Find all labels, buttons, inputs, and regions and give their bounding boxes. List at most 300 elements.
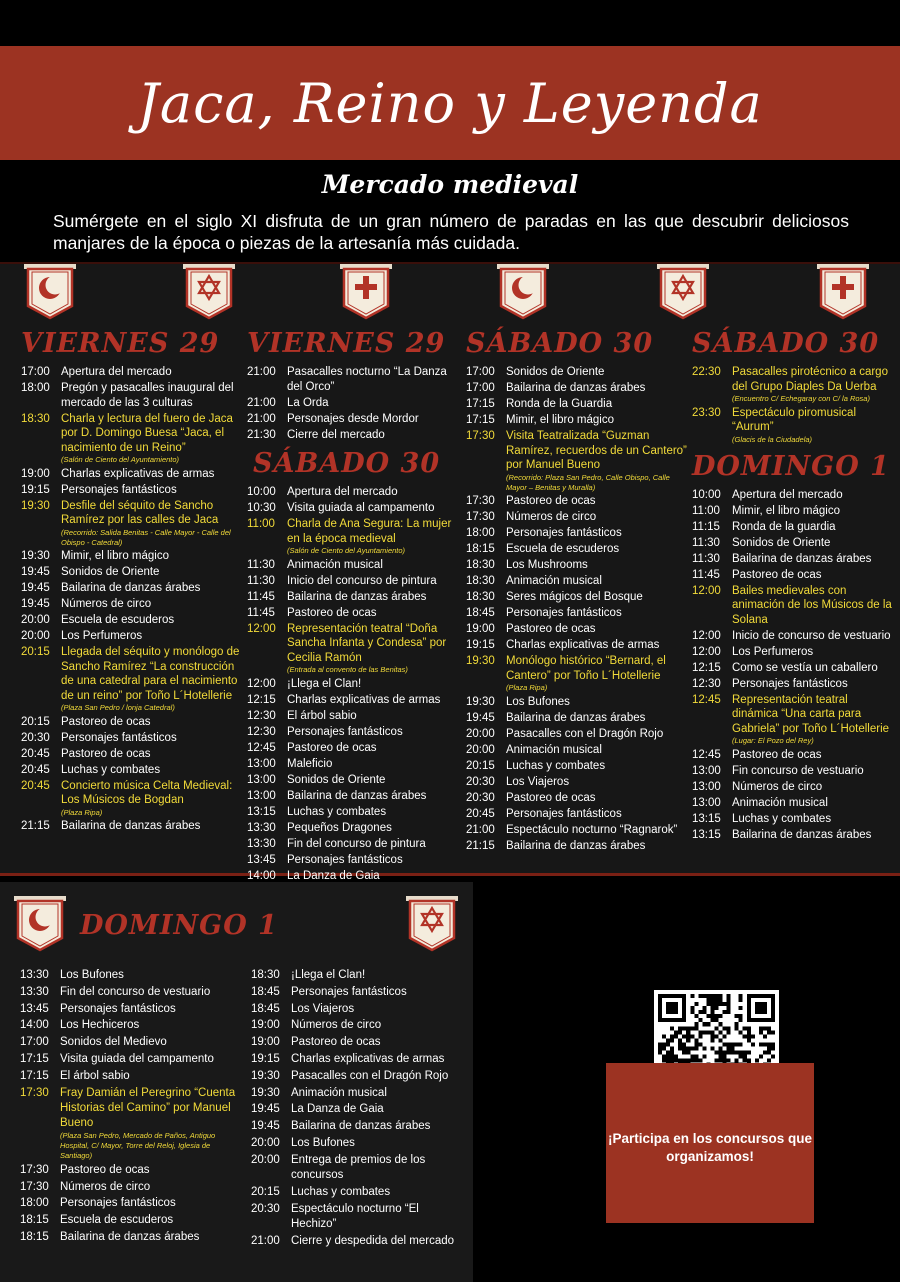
event-text: Números de circo bbox=[60, 1180, 151, 1193]
event-title bbox=[291, 1202, 467, 1232]
event-time: 18:00 bbox=[21, 382, 50, 394]
event-title bbox=[60, 1086, 242, 1162]
event-title bbox=[287, 821, 461, 836]
event-text: Bailarina de danzas árabes bbox=[60, 1230, 200, 1243]
schedule-row bbox=[251, 1018, 467, 1033]
event-title bbox=[61, 715, 241, 730]
schedule-row bbox=[20, 1035, 242, 1050]
event-text: Charlas explicativas de armas bbox=[506, 639, 660, 651]
event-text: Fin del concurso de pintura bbox=[287, 837, 426, 850]
event-time: 12:45 bbox=[692, 748, 721, 761]
event-title bbox=[732, 520, 892, 535]
day-heading: SÁBADO 30 bbox=[692, 328, 880, 359]
event-text: Apertura del mercado bbox=[287, 486, 398, 498]
schedule-row bbox=[20, 1086, 242, 1162]
event-title bbox=[506, 654, 690, 693]
schedule-row bbox=[466, 791, 690, 806]
schedule-panel bbox=[0, 262, 900, 882]
event-title bbox=[506, 606, 690, 621]
event-time: 13:15 bbox=[247, 805, 276, 818]
event-title bbox=[732, 645, 892, 660]
event-location-note: (Plaza Ripa) bbox=[61, 807, 103, 817]
event-time: 20:00 bbox=[251, 1153, 280, 1166]
schedule-row bbox=[247, 869, 461, 884]
event-text: Pasacalles con el Dragón Rojo bbox=[291, 1069, 449, 1082]
schedule-row bbox=[466, 654, 690, 693]
schedule-row bbox=[247, 773, 461, 788]
event-text: Sonidos de Oriente bbox=[732, 536, 831, 549]
schedule-row bbox=[251, 1234, 467, 1249]
event-title bbox=[506, 429, 690, 493]
schedule-row bbox=[21, 629, 241, 644]
schedule-row bbox=[20, 1018, 242, 1033]
event-time: 20:15 bbox=[21, 715, 50, 728]
event-time: 19:30 bbox=[251, 1086, 280, 1099]
cross-icon bbox=[817, 264, 869, 320]
event-title bbox=[61, 581, 241, 596]
event-time: 12:00 bbox=[692, 629, 721, 642]
schedule-row bbox=[692, 488, 892, 503]
event-text: Bailarina de danzas árabes bbox=[61, 820, 201, 832]
event-title bbox=[291, 985, 467, 1000]
schedule-row bbox=[466, 807, 690, 822]
event-title bbox=[287, 517, 461, 556]
schedule-row bbox=[251, 1052, 467, 1067]
event-time: 21:00 bbox=[251, 1234, 280, 1247]
event-title bbox=[61, 412, 241, 466]
event-text: Personajes fantásticos bbox=[506, 607, 622, 619]
event-title bbox=[61, 565, 241, 580]
event-location-note: (Recorrido: Salida Benitas - Calle Mayor - Calle del Obispo - Catedral) bbox=[61, 527, 231, 547]
crescent-icon bbox=[24, 264, 76, 320]
event-text: Charla y lectura del fuero de Jaca por D. Domingo Buesa “Jaca, el nacimiento de un Reino” bbox=[61, 412, 233, 454]
event-time: 12:00 bbox=[692, 584, 721, 597]
event-time: 11:30 bbox=[692, 552, 720, 565]
event-title bbox=[506, 823, 690, 838]
schedule-row bbox=[251, 1119, 467, 1134]
event-time: 18:15 bbox=[466, 543, 495, 555]
event-title bbox=[506, 542, 690, 557]
event-title bbox=[506, 743, 690, 758]
event-text: Personajes fantásticos bbox=[287, 853, 403, 866]
event-time: 13:30 bbox=[247, 821, 276, 834]
event-text: Maleficio bbox=[287, 757, 333, 770]
event-time: 20:00 bbox=[466, 743, 495, 756]
event-time: 21:00 bbox=[247, 366, 276, 378]
event-title bbox=[506, 494, 690, 509]
event-title bbox=[732, 828, 892, 843]
schedule-row bbox=[247, 677, 461, 692]
event-text: Bailarina de danzas árabes bbox=[506, 382, 646, 394]
event-time: 13:15 bbox=[692, 828, 721, 841]
event-time: 13:00 bbox=[692, 764, 721, 777]
day-heading: VIERNES 29 bbox=[21, 328, 220, 359]
event-text: Los Bufones bbox=[291, 1136, 355, 1149]
event-text: Personajes fantásticos bbox=[60, 1002, 176, 1015]
event-time: 20:45 bbox=[21, 763, 50, 776]
event-text: Bailarina de danzas árabes bbox=[291, 1120, 431, 1133]
event-text: Animación musical bbox=[732, 796, 828, 809]
event-text: Mimir, el libro mágico bbox=[61, 550, 169, 562]
event-title bbox=[60, 1018, 242, 1033]
schedule-row bbox=[21, 499, 241, 548]
event-text: Números de circo bbox=[61, 598, 152, 610]
event-time: 21:15 bbox=[466, 839, 495, 852]
event-title bbox=[732, 629, 892, 644]
schedule-row bbox=[466, 429, 690, 493]
event-time: 20:30 bbox=[466, 775, 495, 788]
event-title bbox=[732, 780, 892, 795]
event-title bbox=[506, 839, 690, 854]
event-time: 18:15 bbox=[20, 1230, 49, 1243]
event-title bbox=[61, 549, 241, 564]
event-time: 19:15 bbox=[466, 639, 495, 651]
event-time: 10:00 bbox=[247, 486, 276, 498]
schedule-row bbox=[692, 552, 892, 567]
event-time: 13:15 bbox=[692, 812, 721, 825]
event-time: 13:45 bbox=[247, 853, 276, 866]
event-text: Representación teatral “Doña Sancha Infanta y Condesa” por Cecilia Ramón bbox=[287, 622, 447, 664]
event-time: 17:00 bbox=[21, 366, 50, 378]
event-title bbox=[732, 365, 892, 404]
event-time: 12:00 bbox=[247, 622, 276, 635]
event-text: ¡Llega el Clan! bbox=[291, 969, 366, 981]
schedule-row bbox=[21, 747, 241, 762]
event-title bbox=[287, 725, 461, 740]
event-time: 18:45 bbox=[466, 607, 495, 619]
schedule-row bbox=[466, 606, 690, 621]
event-time: 10:00 bbox=[692, 488, 721, 501]
event-title bbox=[506, 510, 690, 525]
event-title bbox=[287, 757, 461, 772]
event-text: Inicio de concurso de vestuario bbox=[732, 629, 891, 642]
event-title bbox=[61, 365, 241, 380]
event-title bbox=[506, 622, 690, 637]
event-location-note: (Salón de Ciento del Ayuntamiento) bbox=[61, 455, 180, 464]
event-time: 12:30 bbox=[692, 677, 721, 690]
event-title bbox=[287, 501, 461, 516]
event-time: 19:30 bbox=[466, 695, 495, 708]
schedule-column bbox=[466, 328, 690, 855]
event-text: Pastoreo de ocas bbox=[61, 747, 151, 760]
event-time: 17:15 bbox=[20, 1069, 49, 1082]
event-text: Bailarina de danzas árabes bbox=[287, 789, 427, 802]
event-text: Llegada del séquito y monólogo de Sancho Ramírez “La construcción de una catedral para el nacimiento de un reino” por Toño L´Hotellerie bbox=[61, 646, 240, 702]
schedule-row bbox=[251, 985, 467, 1000]
event-text: Bailarina de danzas árabes bbox=[732, 552, 872, 565]
schedule-row bbox=[20, 1069, 242, 1084]
event-text: ¡Llega el Clan! bbox=[287, 677, 362, 690]
schedule-row bbox=[20, 1196, 242, 1211]
event-time: 18:30 bbox=[466, 559, 495, 571]
title-banner bbox=[0, 46, 900, 160]
schedule-row bbox=[466, 695, 690, 710]
event-title bbox=[291, 1018, 467, 1033]
schedule-row bbox=[251, 1202, 467, 1232]
event-time: 11:30 bbox=[692, 536, 720, 549]
event-title bbox=[287, 412, 461, 427]
event-text: Visita guiada del campamento bbox=[60, 1052, 214, 1065]
event-text: Los Viajeros bbox=[291, 1002, 355, 1015]
event-title bbox=[287, 606, 461, 621]
event-time: 17:15 bbox=[466, 398, 495, 410]
event-text: Los Bufones bbox=[506, 695, 570, 708]
day-heading: SÁBADO 30 bbox=[466, 328, 654, 359]
event-time: 11:15 bbox=[692, 520, 720, 533]
event-time: 21:00 bbox=[247, 396, 276, 409]
event-title bbox=[287, 837, 461, 852]
schedule-row bbox=[466, 365, 690, 380]
event-title bbox=[60, 1002, 242, 1017]
event-time: 19:45 bbox=[21, 582, 50, 594]
event-text: Monólogo histórico “Bernard, el Cantero” por Toño L´Hotellerie bbox=[506, 655, 666, 682]
event-time: 18:30 bbox=[21, 412, 50, 425]
event-text: Personajes fantásticos bbox=[287, 725, 403, 738]
event-title bbox=[61, 483, 241, 498]
cross-icon bbox=[340, 264, 392, 320]
event-text: Visita guiada al campamento bbox=[287, 502, 435, 514]
page-subtitle: Mercado medieval bbox=[321, 170, 579, 199]
schedule-row bbox=[466, 494, 690, 509]
schedule-row bbox=[466, 759, 690, 774]
event-text: Charlas explicativas de armas bbox=[291, 1052, 445, 1065]
event-time: 19:00 bbox=[251, 1019, 280, 1032]
schedule-row bbox=[21, 731, 241, 746]
event-location-note: (Lugar: El Pozo del Rey) bbox=[732, 736, 814, 745]
event-text: El árbol sabio bbox=[287, 709, 357, 722]
event-title bbox=[61, 747, 241, 762]
schedule-row bbox=[692, 365, 892, 404]
schedule-column bbox=[21, 328, 241, 835]
intro-text: Sumérgete en el siglo XI disfruta de un gran número de paradas en las que descubrir deliciosos manjares de la época o piezas de la artesanía más cuidada. bbox=[53, 211, 849, 253]
event-text: Luchas y combates bbox=[291, 1185, 391, 1198]
event-text: Personajes fantásticos bbox=[732, 677, 848, 690]
event-text: Espectáculo nocturno “Ragnarok” bbox=[506, 823, 678, 836]
event-text: Concierto música Celta Medieval: Los Músicos de Bogdan bbox=[61, 779, 233, 806]
event-time: 17:30 bbox=[466, 511, 495, 523]
event-title bbox=[291, 1136, 467, 1151]
event-text: Pastoreo de ocas bbox=[506, 495, 596, 507]
schedule-row bbox=[692, 504, 892, 519]
event-title bbox=[287, 622, 461, 676]
event-title bbox=[60, 985, 242, 1000]
schedule-row bbox=[21, 483, 241, 498]
event-time: 20:15 bbox=[251, 1185, 280, 1198]
star-of-david-icon bbox=[657, 264, 709, 320]
event-time: 20:45 bbox=[21, 747, 50, 760]
schedule-row bbox=[247, 757, 461, 772]
event-text: Personajes fantásticos bbox=[291, 985, 407, 998]
event-title bbox=[287, 396, 461, 411]
event-title bbox=[61, 613, 241, 628]
event-location-note: (Recorrido: Plaza San Pedro, Calle Obispo, Calle Mayor – Benitas y Muralla) bbox=[506, 472, 670, 492]
event-location-note: (Plaza San Pedro / lonja Catedral) bbox=[61, 703, 175, 712]
event-time: 19:00 bbox=[251, 1036, 280, 1049]
event-text: Personajes fantásticos bbox=[506, 807, 622, 820]
event-time: 12:15 bbox=[692, 661, 721, 674]
event-title bbox=[291, 1102, 467, 1117]
crescent-icon bbox=[14, 896, 66, 952]
schedule-row bbox=[466, 590, 690, 605]
event-title bbox=[287, 485, 461, 500]
event-text: Espectáculo nocturno “El Hechizo” bbox=[291, 1202, 419, 1230]
schedule-row bbox=[251, 1086, 467, 1101]
event-text: Pastoreo de ocas bbox=[287, 606, 377, 619]
event-title bbox=[287, 709, 461, 724]
event-text: Luchas y combates bbox=[506, 759, 606, 772]
schedule-row bbox=[21, 467, 241, 482]
schedule-row bbox=[692, 629, 892, 644]
event-text: Pregón y pasacalles inaugural del mercado de las 3 culturas bbox=[61, 382, 234, 409]
event-text: Números de circo bbox=[291, 1019, 382, 1032]
event-location-note: (Encuentro C/ Echegaray con C/ la Rosa) bbox=[732, 394, 870, 403]
schedule-row bbox=[247, 558, 461, 573]
event-text: Los Perfumeros bbox=[732, 645, 814, 658]
event-text: Sonidos de Oriente bbox=[506, 366, 605, 378]
event-time: 17:30 bbox=[20, 1086, 49, 1099]
event-title bbox=[60, 1230, 242, 1245]
event-title bbox=[291, 1234, 467, 1249]
event-title bbox=[291, 1069, 467, 1084]
event-time: 19:00 bbox=[21, 467, 50, 480]
schedule-row bbox=[692, 828, 892, 843]
event-time: 17:30 bbox=[20, 1163, 49, 1176]
event-text: Los Bufones bbox=[60, 969, 124, 981]
event-time: 13:00 bbox=[692, 780, 721, 793]
schedule-row bbox=[692, 812, 892, 827]
schedule-row bbox=[466, 558, 690, 573]
schedule-row bbox=[692, 764, 892, 779]
event-time: 13:00 bbox=[247, 757, 276, 770]
schedule-row bbox=[251, 1185, 467, 1200]
schedule-row bbox=[20, 1052, 242, 1067]
event-text: Charlas explicativas de armas bbox=[61, 467, 215, 480]
event-text: Los Mushrooms bbox=[506, 559, 588, 571]
event-text: Personajes fantásticos bbox=[61, 483, 177, 496]
event-text: Entrega de premios de los concursos bbox=[291, 1153, 426, 1181]
schedule-row bbox=[692, 406, 892, 445]
event-title bbox=[291, 1153, 467, 1183]
event-title bbox=[732, 568, 892, 583]
schedule-row bbox=[466, 839, 690, 854]
event-location-note: (Entrada al convento de las Benitas) bbox=[287, 665, 408, 674]
event-time: 13:00 bbox=[692, 796, 721, 809]
event-time: 11:00 bbox=[692, 504, 720, 517]
event-title bbox=[506, 727, 690, 742]
event-time: 11:00 bbox=[247, 518, 275, 530]
schedule-row bbox=[692, 677, 892, 692]
schedule-row bbox=[251, 1102, 467, 1117]
event-text: Ronda de la guardia bbox=[732, 520, 836, 533]
event-title bbox=[506, 558, 690, 573]
event-time: 12:15 bbox=[247, 693, 276, 706]
day-heading: SÁBADO 30 bbox=[253, 448, 441, 479]
event-title bbox=[732, 661, 892, 676]
event-time: 12:45 bbox=[692, 693, 721, 706]
event-title bbox=[732, 677, 892, 692]
schedule-row bbox=[21, 381, 241, 410]
event-text: Como se vestía un caballero bbox=[732, 661, 878, 674]
star-of-david-icon bbox=[406, 896, 458, 952]
event-time: 13:30 bbox=[247, 837, 276, 850]
event-title bbox=[61, 499, 241, 548]
event-time: 20:15 bbox=[21, 646, 50, 658]
day-heading: DOMINGO 1 bbox=[80, 910, 278, 941]
schedule-row bbox=[466, 727, 690, 742]
schedule-row bbox=[247, 853, 461, 868]
event-text: Números de circo bbox=[732, 780, 823, 793]
event-time: 21:30 bbox=[247, 428, 276, 441]
event-text: La Danza de Gaia bbox=[287, 869, 380, 882]
schedule-row bbox=[247, 622, 461, 676]
schedule-row bbox=[692, 748, 892, 763]
schedule-row bbox=[251, 1069, 467, 1084]
qr-caption: ¡Participa en los concursos que organizamos! bbox=[607, 1131, 813, 1164]
schedule-row bbox=[247, 837, 461, 852]
event-time: 17:30 bbox=[466, 495, 495, 507]
event-title bbox=[287, 869, 461, 884]
event-time: 12:00 bbox=[692, 645, 721, 658]
event-title bbox=[61, 597, 241, 612]
event-title bbox=[61, 645, 241, 713]
event-time: 13:00 bbox=[247, 773, 276, 786]
event-title bbox=[60, 1052, 242, 1067]
event-text: Pasacalles con el Dragón Rojo bbox=[506, 727, 664, 740]
event-time: 17:30 bbox=[20, 1180, 49, 1193]
event-title bbox=[291, 1002, 467, 1017]
event-title bbox=[291, 1185, 467, 1200]
event-text: Representación teatral dinámica “Una carta para Gabriela” por Toño L´Hotellerie bbox=[732, 693, 890, 735]
event-time: 13:45 bbox=[20, 1002, 49, 1015]
event-time: 12:00 bbox=[247, 677, 276, 690]
schedule-row bbox=[20, 1163, 242, 1178]
event-time: 21:00 bbox=[466, 823, 495, 836]
schedule-row bbox=[21, 819, 241, 834]
event-title bbox=[60, 1180, 242, 1195]
event-time: 17:00 bbox=[466, 366, 495, 378]
event-title bbox=[732, 406, 892, 445]
star-of-david-icon bbox=[183, 264, 235, 320]
schedule-row bbox=[247, 821, 461, 836]
event-text: Fin del concurso de vestuario bbox=[60, 985, 211, 998]
event-title bbox=[61, 779, 241, 818]
event-time: 19:30 bbox=[251, 1069, 280, 1082]
schedule-row bbox=[21, 412, 241, 466]
schedule-row bbox=[20, 1002, 242, 1017]
event-time: 20:00 bbox=[21, 614, 50, 626]
event-text: Los Hechiceros bbox=[60, 1019, 140, 1032]
event-time: 19:15 bbox=[21, 483, 50, 496]
schedule-row bbox=[692, 536, 892, 551]
schedule-column bbox=[251, 968, 467, 1250]
event-text: Pastoreo de ocas bbox=[291, 1036, 381, 1049]
event-text: Bailarina de danzas árabes bbox=[506, 839, 646, 852]
schedule-row bbox=[692, 661, 892, 676]
event-title bbox=[61, 381, 241, 410]
event-time: 18:30 bbox=[251, 969, 280, 981]
schedule-row bbox=[21, 581, 241, 596]
schedule-row bbox=[247, 590, 461, 605]
event-time: 19:45 bbox=[251, 1120, 280, 1133]
schedule-row bbox=[466, 381, 690, 396]
event-time: 11:45 bbox=[247, 590, 275, 603]
event-title bbox=[506, 791, 690, 806]
event-time: 18:30 bbox=[466, 591, 495, 603]
schedule-row bbox=[466, 510, 690, 525]
event-title bbox=[732, 796, 892, 811]
event-location-note: (Plaza Ripa) bbox=[506, 683, 548, 692]
schedule-row bbox=[21, 549, 241, 564]
